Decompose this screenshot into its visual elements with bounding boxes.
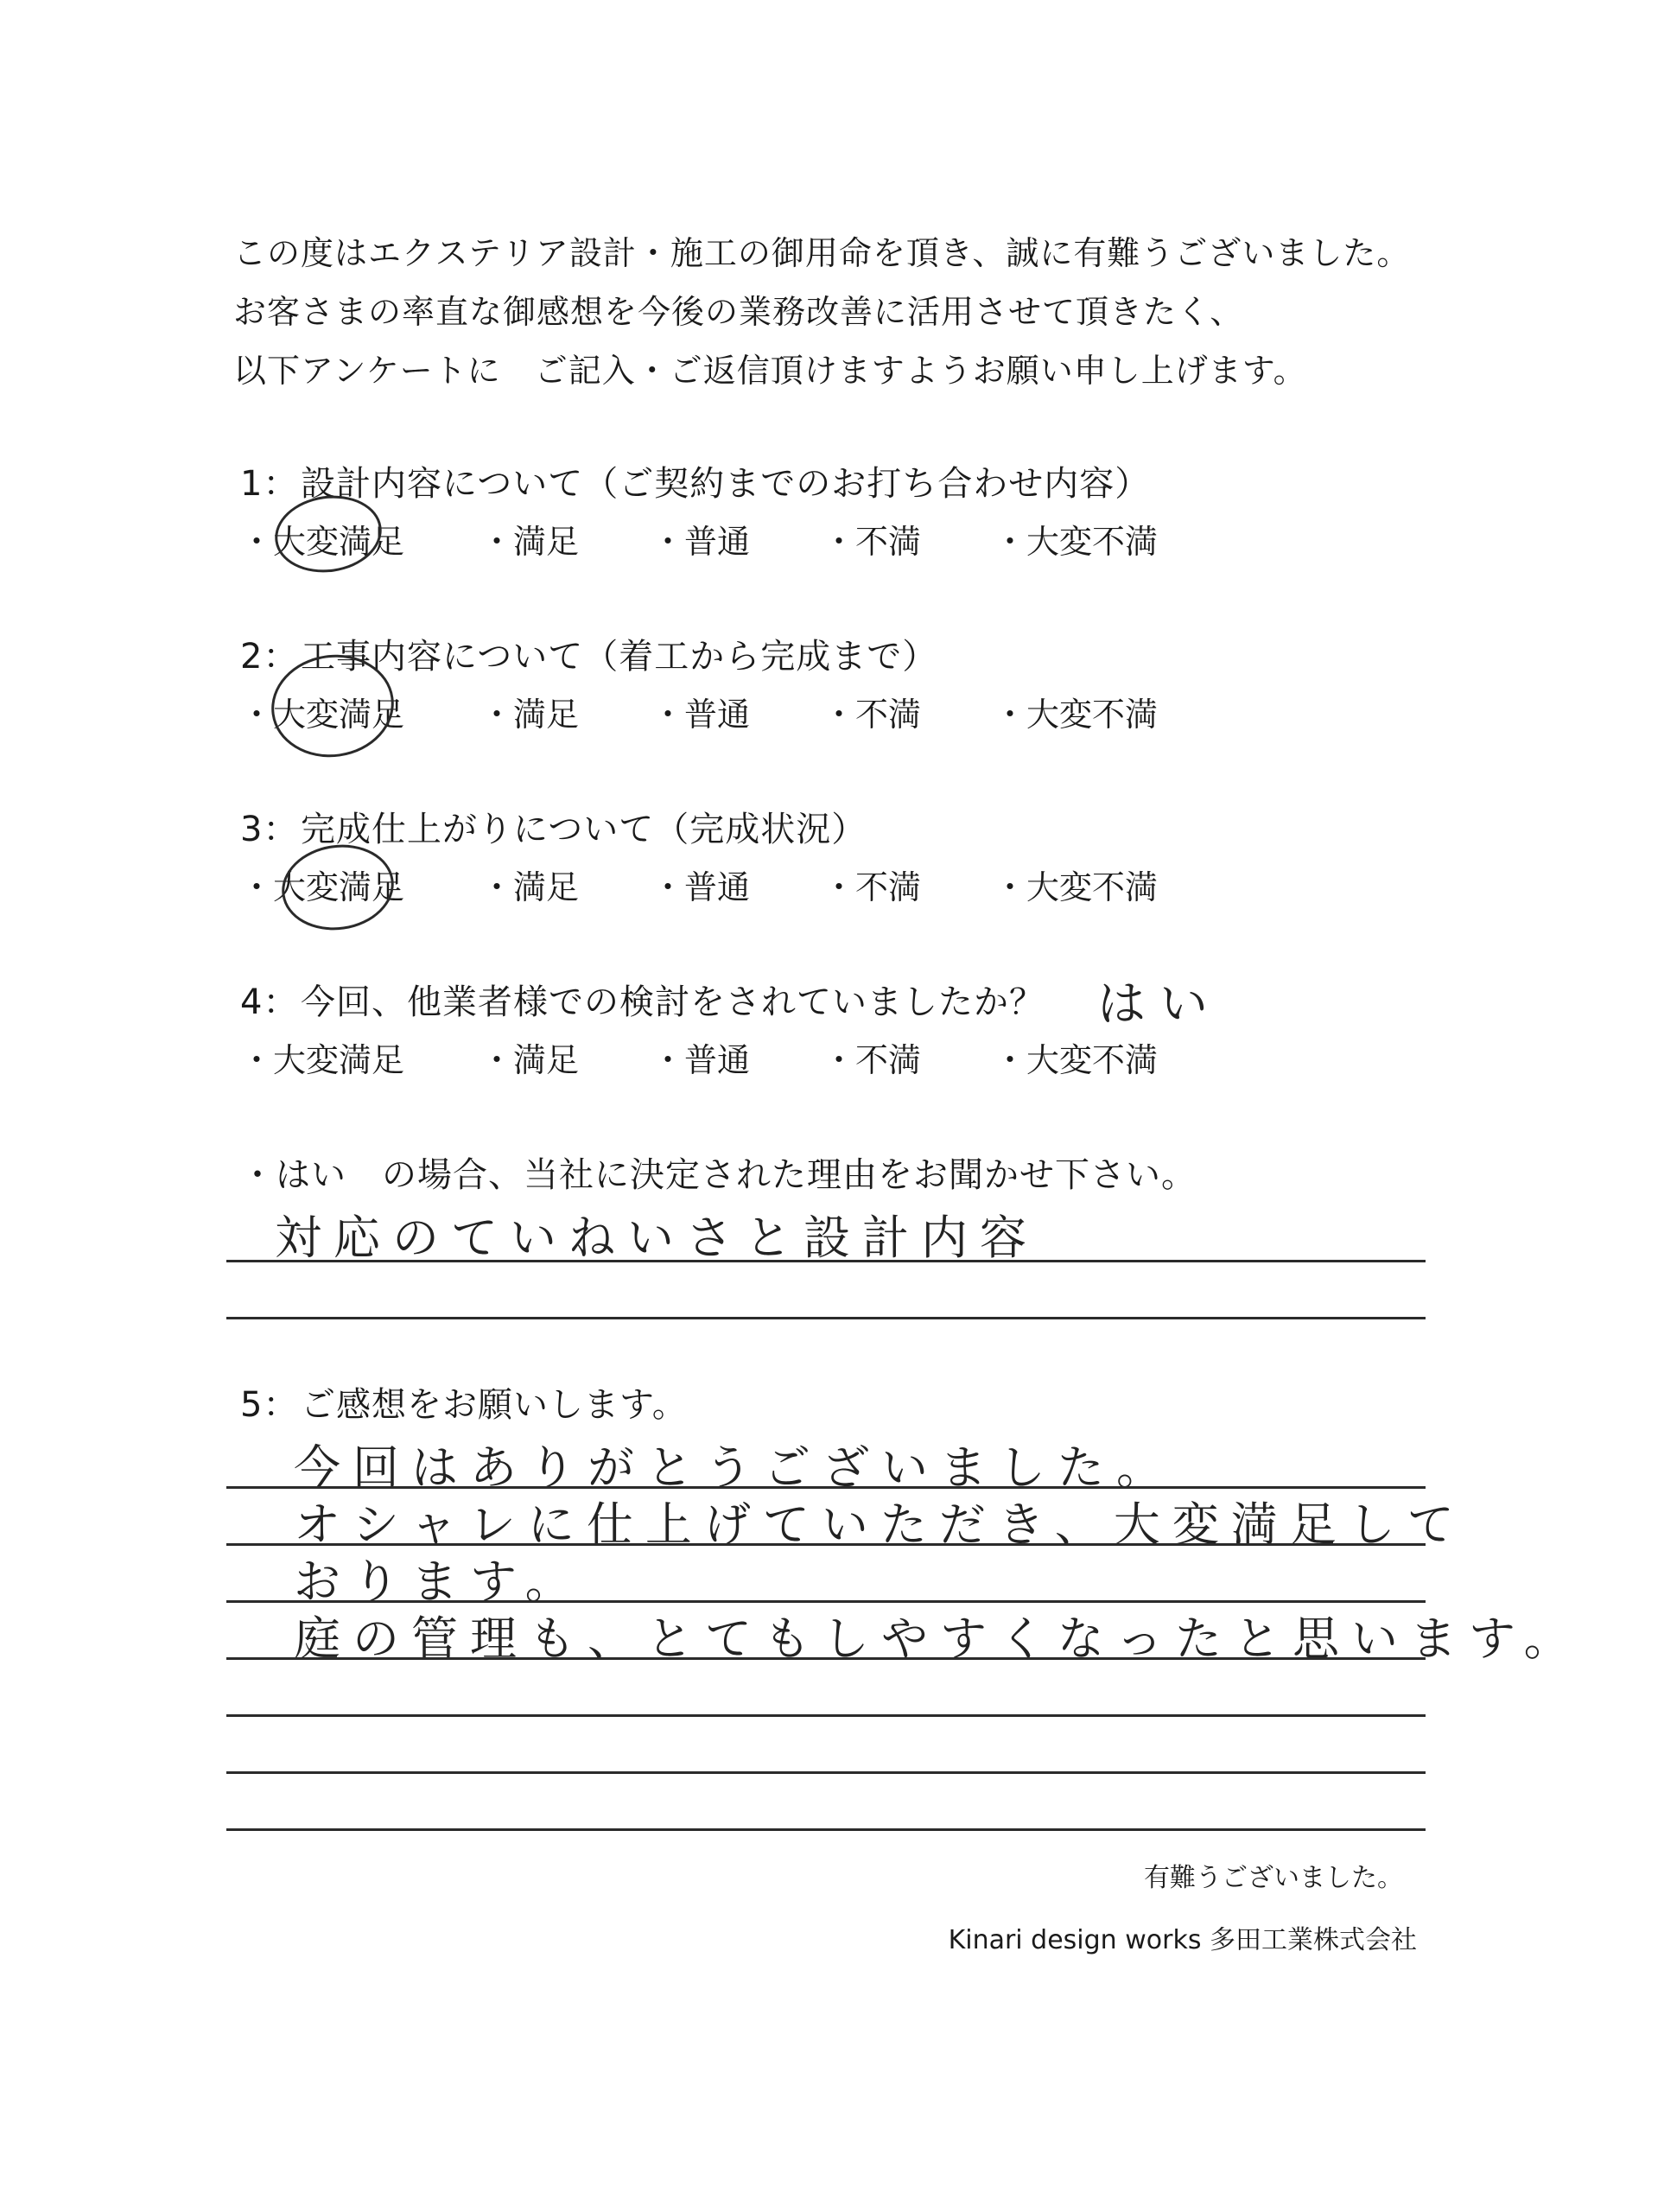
answer-line <box>226 1317 1426 1319</box>
reason-handwritten-answer: 対応のていねいさと設計内容 <box>275 1211 1038 1265</box>
question-4-handwritten-answer: はい <box>1097 976 1222 1033</box>
answer-line <box>226 1771 1426 1774</box>
question-text: 設計内容について（ご契約までのお打ち合わせ内容） <box>301 464 1151 504</box>
answer-line <box>226 1714 1426 1717</box>
footer-company: Kinari design works 多田工業株式会社 <box>948 1925 1417 1955</box>
option-neutral[interactable]: ・普通 <box>651 868 751 906</box>
option-very-dissatisfied[interactable]: ・大変不満 <box>994 868 1159 906</box>
question-4-title <box>240 975 1045 1024</box>
question-text: 今回、他業者様での検討をされていましたか？ <box>301 982 1045 1022</box>
option-very-dissatisfied[interactable]: ・大変不満 <box>994 696 1159 734</box>
answer-line <box>226 1657 1426 1660</box>
comment-handwritten-line-2: オシャレに仕上げていただき、大変満足して <box>294 1497 1466 1552</box>
option-very-satisfied[interactable]: ・大変満足 <box>240 1041 405 1079</box>
question-3-title <box>240 802 867 851</box>
comment-handwritten-line-3: おります。 <box>294 1554 584 1609</box>
option-satisfied[interactable]: ・満足 <box>480 523 580 561</box>
option-dissatisfied[interactable]: ・不満 <box>822 868 922 906</box>
question-number: 2： <box>240 637 299 677</box>
answer-line <box>226 1260 1426 1262</box>
intro-line-2: お客さまの率直な御感想を今後の業務改善に活用させて頂きたく、 <box>233 293 1244 331</box>
option-dissatisfied[interactable]: ・不満 <box>822 523 922 561</box>
option-very-dissatisfied[interactable]: ・大変不満 <box>994 523 1159 561</box>
question-text: ご感想をお願いします。 <box>301 1385 688 1425</box>
option-satisfied[interactable]: ・満足 <box>480 1041 580 1079</box>
question-number: 5： <box>240 1385 299 1425</box>
intro-line-3: 以下アンケートに ご記入・ご返信頂けますようお願い申し上げます。 <box>233 352 1307 390</box>
question-number: 1： <box>240 464 299 504</box>
question-number: 4： <box>240 982 299 1022</box>
footer-thanks: 有難うございました。 <box>1144 1863 1403 1893</box>
option-dissatisfied[interactable]: ・不満 <box>822 1041 922 1079</box>
intro-line-1: この度はエクステリア設計・施工の御用命を頂き、誠に有難うございました。 <box>233 234 1411 272</box>
option-satisfied[interactable]: ・満足 <box>480 696 580 734</box>
option-very-satisfied[interactable]: ・大変満足 <box>240 696 405 734</box>
answer-line <box>226 1828 1426 1831</box>
question-4-options <box>240 1033 1277 1077</box>
question-1-options <box>240 515 1277 561</box>
question-5-title <box>240 1377 688 1427</box>
question-number: 3： <box>240 810 299 849</box>
selection-circle <box>276 837 399 937</box>
option-very-dissatisfied[interactable]: ・大変不満 <box>994 1041 1159 1079</box>
question-2-options <box>240 688 1277 734</box>
option-dissatisfied[interactable]: ・不満 <box>822 696 922 734</box>
option-neutral[interactable]: ・普通 <box>651 523 751 561</box>
question-text: 完成仕上がりについて（完成状況） <box>301 810 867 849</box>
question-3-options <box>240 861 1277 904</box>
comment-handwritten-line-4: 庭の管理も、とてもしやすくなったと思います。 <box>294 1611 1583 1666</box>
option-neutral[interactable]: ・普通 <box>651 1041 751 1079</box>
question-text: 工事内容について（着工から完成まで） <box>301 637 938 677</box>
comment-handwritten-line-1: 今回はありがとうございました。 <box>294 1440 1175 1495</box>
question-1-title <box>240 456 1150 505</box>
option-very-satisfied[interactable]: ・大変満足 <box>240 523 405 561</box>
option-neutral[interactable]: ・普通 <box>651 696 751 734</box>
reason-prompt: ・はい の場合、当社に決定された理由をお聞かせ下さい。 <box>240 1155 1197 1195</box>
option-very-satisfied[interactable]: ・大変満足 <box>240 868 405 906</box>
option-satisfied[interactable]: ・満足 <box>480 868 580 906</box>
